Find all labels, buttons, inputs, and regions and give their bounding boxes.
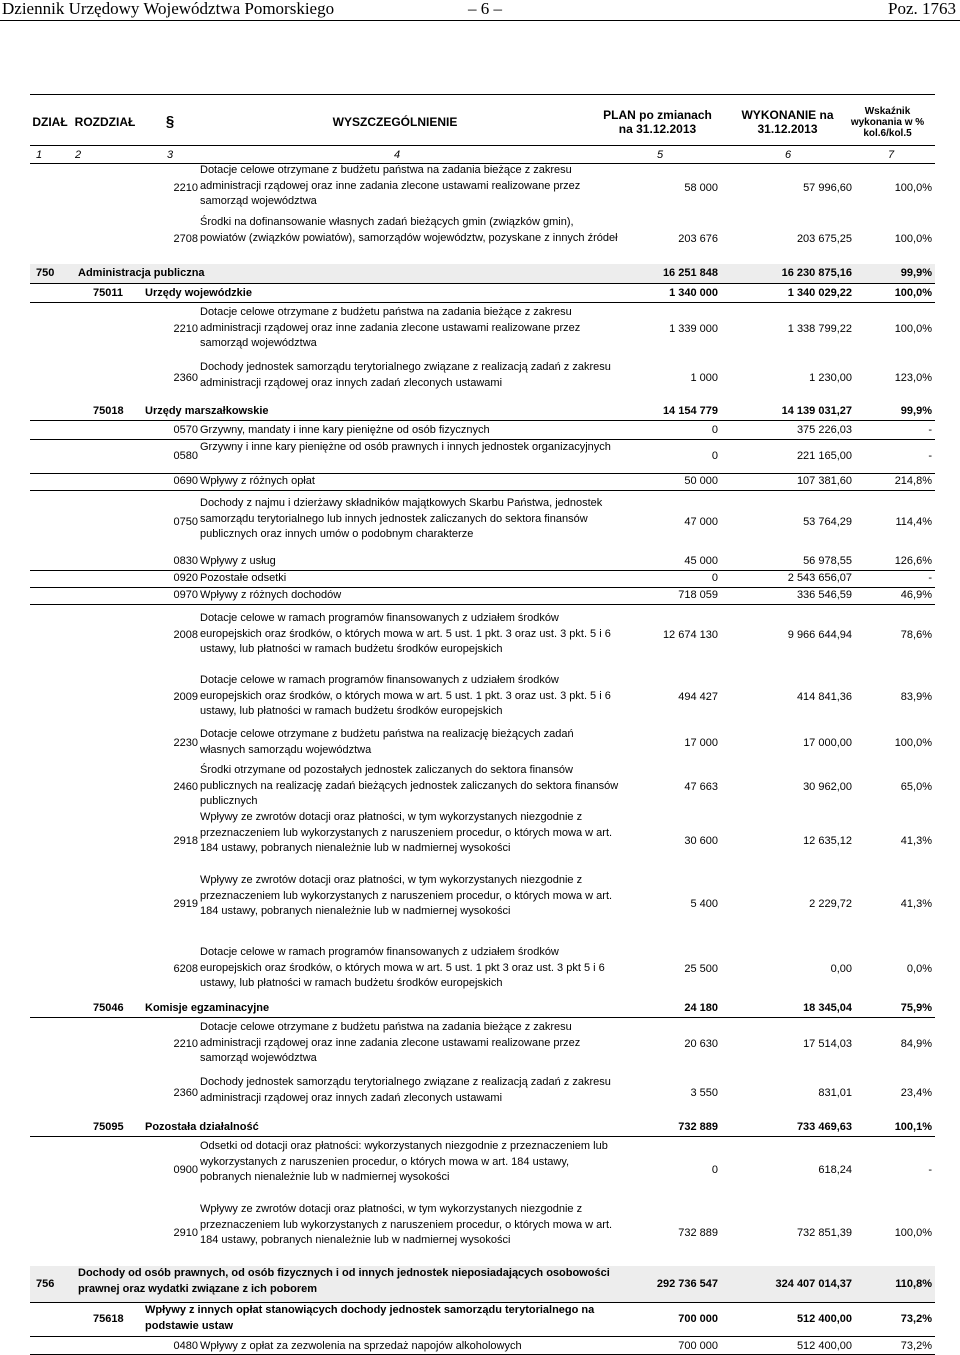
plan-value: 5 400 <box>690 898 718 910</box>
table-row <box>30 360 935 396</box>
table-row <box>30 553 935 571</box>
plan-value: 1 339 000 <box>669 322 718 335</box>
section-row <box>30 264 935 284</box>
paragraf-code: 2918 <box>173 835 198 847</box>
plan-value: 1 000 <box>690 371 718 384</box>
paragraf-code: 0830 <box>173 555 198 567</box>
percent-value: 100,0% <box>894 181 932 194</box>
col-rozdzial: ROZDZIAŁ <box>74 115 136 129</box>
description: Dotacje celowe otrzymane z budżetu państwa na realizację bieżących zadań własnych samorządu województwa <box>200 728 574 756</box>
rozdzial-code: 75095 <box>93 1120 124 1133</box>
executed-value: 618,24 <box>818 1164 852 1176</box>
rozdzial-code: 75011 <box>93 286 123 299</box>
percent-value: 100,1% <box>894 1120 932 1133</box>
description: Dotacje celowe w ramach programów finansowanych z udziałem środków europejskich oraz środków, o których mowa w art. 5 ust. 1 pkt. 3 oraz ust. 3 pkt. 5 i 6 ustawy, lub płatności w ramach budżetu środków europejskich <box>200 612 611 655</box>
table-row <box>30 1075 935 1111</box>
colnum-5: 5 <box>657 149 664 161</box>
executed-value: 831,01 <box>818 1086 852 1099</box>
executed-value: 0,00 <box>830 962 852 975</box>
col-wyszczegolnienie: WYSZCZEGÓLNIENIE <box>332 115 458 129</box>
percent-value: 41,3% <box>900 898 932 910</box>
paragraf-code: 2360 <box>173 371 198 384</box>
description: Wpływy z usług <box>200 555 276 567</box>
page-number: – 6 – <box>468 0 502 18</box>
description: Środki na dofinansowanie własnych zadań bieżących gmin (związków gmin), powiatów (związków powiatów), samorządów województw, pozyskane z innych źródeł <box>200 216 618 244</box>
paragraf-code: 2008 <box>173 628 198 641</box>
paragraf-code: 2919 <box>173 898 198 910</box>
executed-value: 336 546,59 <box>796 589 852 601</box>
description: Wpływy ze zwrotów dotacji oraz płatności, w tym wykorzystanych niezgodnie z przeznaczeniem lub wykorzystanych z naruszeniem procedur, o których mowa w art. 184 ustawy, pobranych nienależnie lub w nadmiernej wysokości <box>200 1203 613 1246</box>
plan-value: 20 630 <box>684 1037 718 1050</box>
col-paragraf: § <box>165 113 175 130</box>
table-row <box>30 673 935 721</box>
paragraf-code: 0750 <box>173 515 198 528</box>
description: Wpływy z różnych opłat <box>200 475 315 487</box>
table-row <box>30 727 935 760</box>
table-row <box>30 422 935 440</box>
percent-value: 46,9% <box>900 589 932 601</box>
paragraf-code: 2230 <box>173 737 198 749</box>
paragraf-code: 2210 <box>173 322 198 335</box>
table-row <box>30 873 935 936</box>
percent-value: 99,9% <box>900 267 932 279</box>
paragraf-code: 2210 <box>173 1037 198 1050</box>
executed-value: 16 230 875,16 <box>781 267 852 279</box>
colnum-4: 4 <box>394 149 401 161</box>
percent-value: 100,0% <box>894 322 932 335</box>
executed-value: 56 978,55 <box>803 555 852 567</box>
paragraf-code: 0900 <box>173 1164 198 1176</box>
dzial-code: 756 <box>36 1277 55 1290</box>
plan-value: 732 889 <box>678 1227 718 1239</box>
plan-value: 0 <box>711 450 718 462</box>
table-row <box>30 611 935 659</box>
colnum-3: 3 <box>167 149 174 161</box>
plan-value: 3 550 <box>690 1086 718 1099</box>
percent-value: - <box>928 572 932 584</box>
executed-value: 1 230,00 <box>809 371 852 384</box>
col-wskaznik: Wskaźnik wykonania w % kol.6/kol.5 <box>850 105 925 139</box>
plan-value: 203 676 <box>678 232 718 245</box>
executed-value: 18 345,04 <box>803 1002 852 1014</box>
paragraf-code: 0480 <box>173 1339 198 1352</box>
description: Odsetki od dotacji oraz płatności: wykorzystanych niezgodnie z przeznaczeniem lub wykorzystanych z naruszenien procedur, o których mowa w art. 184 ustawy, pobranych nienależnie lub w nadmiernej wysokości <box>200 1140 608 1183</box>
percent-value: 110,8% <box>895 1277 932 1290</box>
percent-value: 99,9% <box>900 405 932 417</box>
percent-value: 23,4% <box>900 1086 932 1099</box>
paragraf-code: 0570 <box>173 424 198 436</box>
executed-value: 203 675,25 <box>796 232 852 245</box>
paragraf-code: 2910 <box>173 1227 198 1239</box>
plan-value: 700 000 <box>678 1313 718 1325</box>
col-wykonanie: WYKONANIE na 31.12.2013 <box>741 108 834 136</box>
table-row <box>30 1020 935 1068</box>
executed-value: 324 407 014,37 <box>775 1277 852 1290</box>
table-row <box>30 1338 935 1355</box>
journal-title: Dziennik Urzędowy Województwa Pomorskiego <box>2 0 335 18</box>
plan-value: 732 889 <box>678 1120 718 1133</box>
table-row <box>30 570 935 588</box>
percent-value: 114,4% <box>895 515 932 528</box>
rozdzial-code: 75618 <box>93 1313 124 1325</box>
description: Środki otrzymane od pozostałych jednostek zaliczanych do sektora finansów publicznych na realizację zadań bieżących jednostek zaliczanych do sektora finansów publicznych <box>200 764 619 807</box>
executed-value: 732 851,39 <box>796 1227 852 1239</box>
table-row <box>30 163 935 213</box>
description: Dotacje celowe w ramach programów finansowanych z udziałem środków europejskich oraz środków, o których mowa w art. 5 ust. 1 pkt 3 oraz ust. 3 pkt 5 i 6 ustawy, lub płatności w ramach budżetu środków europejskich <box>200 946 605 989</box>
plan-value: 47 663 <box>684 780 718 793</box>
description: Dotacje celowe otrzymane z budżetu państwa na zadania bieżące z zakresu administracji rządowej oraz inne zadania zlecone ustawami realizowane przez samorząd województwa <box>200 164 581 207</box>
percent-value: - <box>928 1164 932 1176</box>
plan-value: 17 000 <box>684 737 718 749</box>
description: Wpływy ze zwrotów dotacji oraz płatności, w tym wykorzystanych niezgodnie z przeznaczeniem lub wykorzystanych z naruszeniem procedur, o których mowa w art. 184 ustawy, pobranych nienależnie lub w nadmiernej wysokości <box>200 811 613 854</box>
description: Pozostała działalność <box>145 1120 259 1133</box>
col-plan: PLAN po zmianach na 31.12.2013 <box>603 108 712 136</box>
plan-value: 718 059 <box>678 589 718 601</box>
plan-value: 0 <box>711 424 718 436</box>
percent-value: 214,8% <box>894 475 932 487</box>
table-row <box>30 763 935 811</box>
col-dzial: DZIAŁ <box>32 115 68 129</box>
table-row <box>30 1139 935 1202</box>
executed-value: 1 338 799,22 <box>787 322 852 335</box>
percent-value: - <box>928 450 932 462</box>
paragraf-code: 2708 <box>173 232 198 245</box>
paragraf-code: 2360 <box>173 1086 198 1099</box>
chapter-row <box>30 1000 935 1018</box>
percent-value: 65,0% <box>900 780 932 793</box>
description: Dochody od osób prawnych, od osób fizycznych i od innych jednostek nieposiadających osobowości prawnej oraz wydatki związane z ich poborem <box>78 1267 610 1295</box>
description: Grzywny i inne kary pieniężne od osób prawnych i innych jednostek organizacyjnych <box>200 441 611 453</box>
description: Wpływy ze zwrotów dotacji oraz płatności, w tym wykorzystanych niezgodnie z przeznaczeniem lub wykorzystanych z naruszeniem procedur, o których mowa w art. 184 ustawy, pobranych nienależnie lub w nadmiernej wysokości <box>200 874 613 917</box>
plan-value: 47 000 <box>684 515 718 528</box>
plan-value: 24 180 <box>684 1002 718 1014</box>
paragraf-code: 0920 <box>173 572 198 584</box>
chapter-row <box>30 284 935 303</box>
colnum-2: 2 <box>75 149 82 161</box>
percent-value: 75,9% <box>900 1002 932 1014</box>
percent-value: 100,0% <box>894 232 932 245</box>
plan-value: 25 500 <box>684 962 718 975</box>
colnum-6: 6 <box>785 149 792 161</box>
percent-value: - <box>928 424 932 436</box>
description: Grzywny, mandaty i inne kary pieniężne od osób fizycznych <box>200 424 490 436</box>
executed-value: 17 000,00 <box>803 737 852 749</box>
executed-value: 30 962,00 <box>803 780 852 793</box>
description: Dotacje celowe w ramach programów finansowanych z udziałem środków europejskich oraz środków, o których mowa w art. 5 ust. 1 pkt. 3 oraz ust. 3 pkt. 5 i 6 ustawy, lub płatności w ramach budżetu środków europejskich <box>200 674 611 717</box>
plan-value: 0 <box>711 1164 718 1176</box>
executed-value: 512 400,00 <box>796 1313 852 1325</box>
plan-value: 292 736 547 <box>656 1277 718 1290</box>
plan-value: 58 000 <box>684 181 718 194</box>
table-row <box>30 810 935 873</box>
executed-value: 2 229,72 <box>809 898 852 910</box>
paragraf-code: 0970 <box>173 589 198 601</box>
executed-value: 9 966 644,94 <box>787 628 852 641</box>
percent-value: 41,3% <box>900 835 932 847</box>
description: Wpływy z opłat za zezwolenia na sprzedaż napojów alkoholowych <box>200 1339 522 1352</box>
position-number: Poz. 1763 <box>888 0 956 18</box>
table-row <box>30 945 935 993</box>
percent-value: 84,9% <box>900 1037 932 1050</box>
plan-value: 50 000 <box>684 475 718 487</box>
paragraf-code: 2210 <box>173 181 198 194</box>
description: Wpływy z innych opłat stanowiących dochody jednostek samorządu terytorialnego na podstawie ustaw <box>145 1304 595 1332</box>
executed-value: 53 764,29 <box>803 515 852 528</box>
executed-value: 12 635,12 <box>803 835 852 847</box>
paragraf-code: 0690 <box>173 475 198 487</box>
table-row <box>30 215 935 263</box>
executed-value: 2 543 656,07 <box>787 572 852 584</box>
paragraf-code: 2460 <box>173 780 198 793</box>
plan-value: 45 000 <box>684 555 718 567</box>
description: Dochody jednostek samorządu terytorialnego związane z realizacją zadań z zakresu administracji rządowej oraz innych zadań zleconych ustawami <box>200 1076 611 1104</box>
section-row <box>30 1266 935 1303</box>
description: Administracja publiczna <box>78 267 205 279</box>
table-row <box>30 496 935 548</box>
plan-value: 0 <box>711 572 718 584</box>
table-row <box>30 305 935 353</box>
description: Dochody jednostek samorządu terytorialnego związane z realizacją zadań z zakresu administracji rządowej oraz innych zadań zleconych ustawami <box>200 361 611 389</box>
percent-value: 123,0% <box>894 371 932 384</box>
dzial-code: 750 <box>36 267 55 279</box>
executed-value: 414 841,36 <box>796 690 852 703</box>
plan-value: 12 674 130 <box>662 628 718 641</box>
executed-value: 107 381,60 <box>796 475 852 487</box>
plan-value: 16 251 848 <box>662 267 718 279</box>
executed-value: 1 340 029,22 <box>787 286 852 299</box>
paragraf-code: 6208 <box>173 962 198 975</box>
executed-value: 512 400,00 <box>796 1339 852 1352</box>
description: Dotacje celowe otrzymane z budżetu państwa na zadania bieżące z zakresu administracji rządowej oraz inne zadania zlecone ustawami realizowane przez samorząd województwa <box>200 1021 581 1064</box>
executed-value: 57 996,60 <box>803 181 852 194</box>
description: Wpływy z różnych dochodów <box>200 589 342 601</box>
chapter-row <box>30 1303 935 1337</box>
table-row <box>30 440 935 474</box>
percent-value: 100,0% <box>894 737 932 749</box>
percent-value: 126,6% <box>894 555 932 567</box>
rozdzial-code: 75018 <box>93 405 124 417</box>
table-row <box>30 473 935 491</box>
percent-value: 0,0% <box>906 962 932 975</box>
percent-value: 83,9% <box>900 690 932 703</box>
executed-value: 14 139 031,27 <box>781 405 852 417</box>
percent-value: 73,2% <box>900 1313 932 1325</box>
plan-value: 700 000 <box>678 1339 718 1352</box>
description: Urzędy marszałkowskie <box>145 405 269 417</box>
chapter-row <box>30 1118 935 1137</box>
percent-value: 100,0% <box>894 286 932 299</box>
executed-value: 733 469,63 <box>796 1120 852 1133</box>
colnum-7: 7 <box>888 149 895 161</box>
description: Pozostałe odsetki <box>200 572 287 584</box>
colnum-1: 1 <box>36 149 43 161</box>
percent-value: 73,2% <box>900 1339 932 1352</box>
description: Dotacje celowe otrzymane z budżetu państwa na zadania bieżące z zakresu administracji rządowej oraz inne zadania zlecone ustawami realizowane przez samorząd województwa <box>200 306 581 349</box>
percent-value: 78,6% <box>900 628 932 641</box>
plan-value: 494 427 <box>678 690 718 703</box>
percent-value: 100,0% <box>894 1227 932 1239</box>
table-row <box>30 1202 935 1265</box>
executed-value: 221 165,00 <box>796 450 852 462</box>
chapter-row <box>30 403 935 421</box>
paragraf-code: 0580 <box>173 450 198 462</box>
paragraf-code: 2009 <box>173 690 198 703</box>
executed-value: 17 514,03 <box>803 1037 852 1050</box>
description: Komisje egzaminacyjne <box>145 1002 270 1014</box>
table-row <box>30 587 935 605</box>
description: Urzędy wojewódzkie <box>145 286 252 299</box>
plan-value: 14 154 779 <box>662 405 718 417</box>
plan-value: 30 600 <box>684 835 718 847</box>
executed-value: 375 226,03 <box>796 424 852 436</box>
description: Dochody z najmu i dzierżawy składników majątkowych Skarbu Państwa, jednostek samorządu terytorialnego lub innych jednostek zaliczanych do sektora finansów publicznych oraz innych umów o podobnym charakterze <box>200 497 603 540</box>
plan-value: 1 340 000 <box>669 286 718 299</box>
rozdzial-code: 75046 <box>93 1002 124 1014</box>
